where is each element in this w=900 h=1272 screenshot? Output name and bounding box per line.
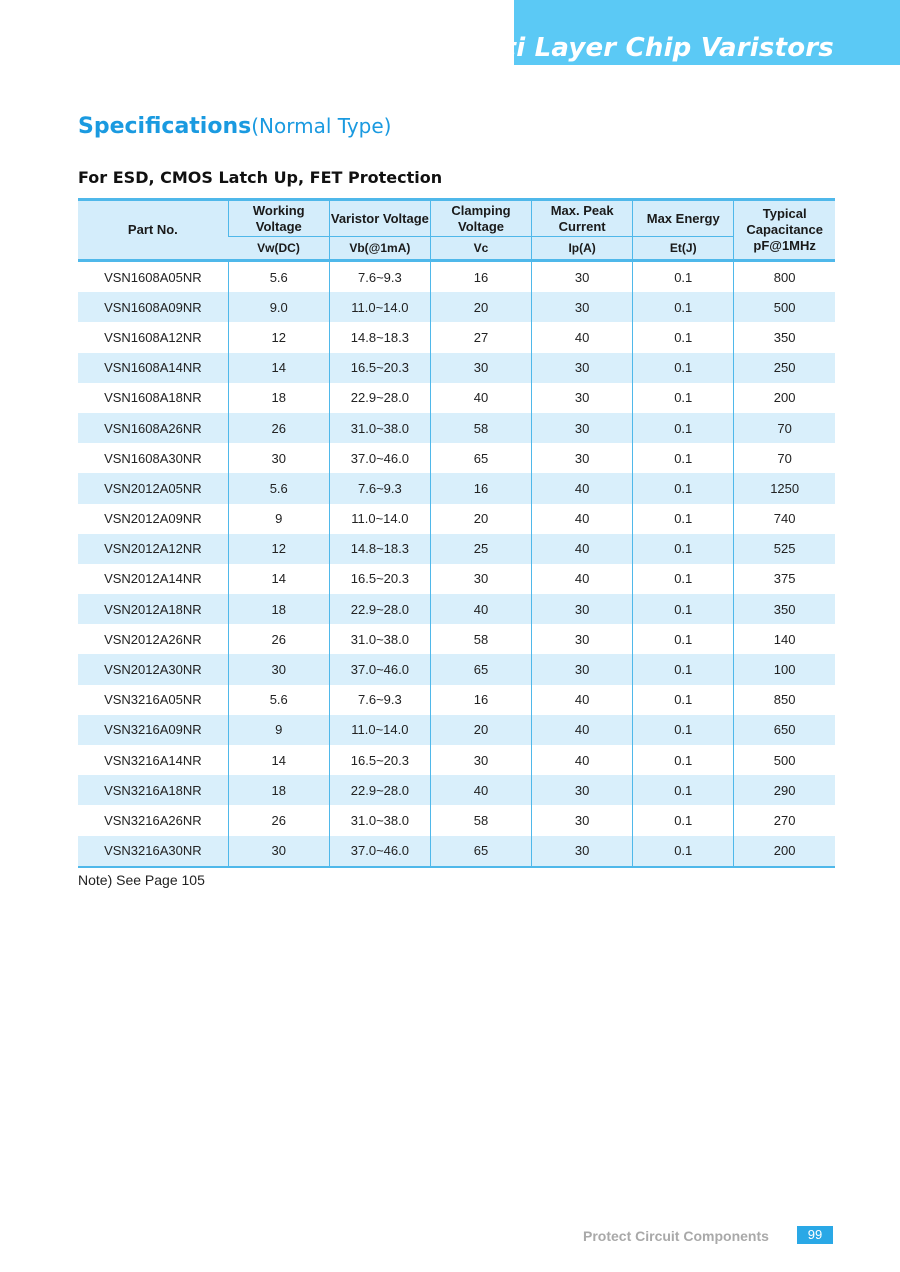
clamping-voltage-cell: 65: [430, 443, 531, 473]
capacitance-cell: 375: [734, 564, 835, 594]
section-heading: [78, 114, 391, 139]
part-no-cell: VSN2012A26NR: [104, 631, 202, 647]
capacitance-cell: 290: [734, 775, 835, 805]
peak-current-cell: 30: [532, 443, 633, 473]
capacitance-cell: 500: [734, 745, 835, 775]
varistor-voltage-cell: 16.5~20.3: [329, 564, 430, 594]
clamping-voltage-cell: 40: [430, 594, 531, 624]
unit-working-voltage: Vw(DC): [228, 237, 329, 261]
table-row: [78, 443, 835, 473]
header-clamping-voltage: Clamping Voltage: [430, 200, 531, 237]
varistor-voltage-cell: 7.6~9.3: [329, 685, 430, 715]
varistor-voltage-cell: 31.0~38.0: [329, 805, 430, 835]
clamping-voltage-cell: 58: [430, 805, 531, 835]
energy-cell: 0.1: [633, 353, 734, 383]
header-typical-capacitance: [734, 200, 835, 261]
varistor-voltage-cell: 22.9~28.0: [329, 775, 430, 805]
capacitance-cell: 1250: [734, 473, 835, 503]
varistor-voltage-cell: 11.0~14.0: [329, 504, 430, 534]
working-voltage-cell: 5.6: [228, 473, 329, 503]
capacitance-cell: 650: [734, 715, 835, 745]
part-no-cell: VSN2012A30NR: [78, 654, 228, 684]
peak-current-cell: 30: [532, 292, 633, 322]
peak-current-cell: 30: [532, 261, 633, 293]
header-banner: [449, 0, 900, 65]
clamping-voltage-cell: 65: [430, 836, 531, 867]
clamping-voltage-cell: 30: [430, 353, 531, 383]
table-row: [78, 322, 835, 352]
energy-cell: 0.1: [633, 443, 734, 473]
varistor-voltage-cell: 14.8~18.3: [329, 534, 430, 564]
energy-cell: 0.1: [633, 624, 734, 654]
part-no-cell: VSN3216A26NR: [104, 812, 202, 828]
clamping-voltage-cell: 16: [430, 473, 531, 503]
part-no-cell: VSN1608A14NR: [78, 353, 228, 383]
header-part-no: Part No.: [78, 200, 228, 261]
capacitance-cell: 850: [734, 685, 835, 715]
capacitance-cell: 70: [734, 413, 835, 443]
part-no-cell: VSN1608A12NR: [104, 329, 202, 345]
clamping-voltage-cell: 20: [430, 292, 531, 322]
energy-cell: 0.1: [633, 473, 734, 503]
unit-max-peak-current: Ip(A): [532, 237, 633, 261]
varistor-voltage-cell: 22.9~28.0: [329, 383, 430, 413]
part-no-cell: VSN2012A18NR: [78, 594, 228, 624]
table-row: [78, 564, 835, 594]
peak-current-cell: 30: [532, 383, 633, 413]
varistor-voltage-cell: 31.0~38.0: [329, 413, 430, 443]
capacitance-cell: 100: [734, 654, 835, 684]
spec-table-body: [78, 261, 835, 867]
capacitance-cell: 800: [734, 261, 835, 293]
varistor-voltage-cell: 31.0~38.0: [329, 624, 430, 654]
working-voltage-cell: 30: [228, 443, 329, 473]
spec-table: [78, 198, 835, 868]
part-no-cell: VSN2012A12NR: [78, 534, 228, 564]
energy-cell: 0.1: [633, 564, 734, 594]
working-voltage-cell: 18: [228, 775, 329, 805]
peak-current-cell: 30: [532, 594, 633, 624]
subsection-title: For ESD, CMOS Latch Up, FET Protection: [78, 168, 443, 187]
header-cap-label: Typical Capacitance: [746, 206, 823, 237]
clamping-voltage-cell: 40: [430, 383, 531, 413]
varistor-voltage-cell: 37.0~46.0: [329, 654, 430, 684]
capacitance-cell: 200: [734, 836, 835, 867]
varistor-voltage-cell: 16.5~20.3: [329, 353, 430, 383]
capacitance-cell: 500: [734, 292, 835, 322]
peak-current-cell: 40: [532, 473, 633, 503]
peak-current-cell: 30: [532, 654, 633, 684]
peak-current-cell: 40: [532, 715, 633, 745]
table-row: [78, 261, 835, 293]
footer-text: Protect Circuit Components: [583, 1228, 769, 1244]
part-no-cell: VSN2012A14NR: [104, 571, 202, 587]
capacitance-cell: 200: [734, 383, 835, 413]
clamping-voltage-cell: 30: [430, 564, 531, 594]
part-no-cell: VSN1608A30NR: [104, 450, 202, 466]
table-row: [78, 775, 835, 805]
working-voltage-cell: 14: [228, 564, 329, 594]
note-text: Note) See Page 105: [78, 872, 205, 888]
page-number-badge: 99: [797, 1226, 833, 1244]
working-voltage-cell: 5.6: [228, 685, 329, 715]
header-varistor-voltage: Varistor Voltage: [329, 200, 430, 237]
working-voltage-cell: 12: [228, 534, 329, 564]
peak-current-cell: 40: [532, 504, 633, 534]
peak-current-cell: 30: [532, 353, 633, 383]
peak-current-cell: 40: [532, 745, 633, 775]
part-no-cell: VSN3216A30NR: [78, 836, 228, 867]
working-voltage-cell: 30: [228, 836, 329, 867]
peak-current-cell: 40: [532, 685, 633, 715]
peak-current-cell: 40: [532, 564, 633, 594]
varistor-voltage-cell: 7.6~9.3: [329, 473, 430, 503]
varistor-voltage-cell: 37.0~46.0: [329, 443, 430, 473]
clamping-voltage-cell: 16: [430, 685, 531, 715]
table-row: [78, 413, 835, 443]
capacitance-cell: 740: [734, 504, 835, 534]
table-row: [78, 715, 835, 745]
varistor-voltage-cell: 11.0~14.0: [329, 715, 430, 745]
part-no-cell: VSN1608A05NR: [104, 269, 202, 285]
header-working-voltage: Working Voltage: [228, 200, 329, 237]
varistor-voltage-cell: 14.8~18.3: [329, 322, 430, 352]
working-voltage-cell: 18: [228, 594, 329, 624]
varistor-voltage-cell: 11.0~14.0: [329, 292, 430, 322]
energy-cell: 0.1: [633, 594, 734, 624]
working-voltage-cell: 26: [228, 805, 329, 835]
capacitance-cell: 140: [734, 624, 835, 654]
capacitance-cell: 70: [734, 443, 835, 473]
part-no-cell: VSN3216A14NR: [104, 752, 202, 768]
peak-current-cell: 30: [532, 624, 633, 654]
capacitance-cell: 250: [734, 353, 835, 383]
table-row: [78, 534, 835, 564]
clamping-voltage-cell: 58: [430, 413, 531, 443]
table-row: [78, 805, 835, 835]
varistor-voltage-cell: 22.9~28.0: [329, 594, 430, 624]
capacitance-cell: 525: [734, 534, 835, 564]
energy-cell: 0.1: [633, 534, 734, 564]
part-no-cell: VSN2012A05NR: [78, 473, 228, 503]
energy-cell: 0.1: [633, 504, 734, 534]
part-no-cell: VSN1608A09NR: [78, 292, 228, 322]
varistor-voltage-cell: 37.0~46.0: [329, 836, 430, 867]
section-title: Specifications: [78, 114, 252, 139]
clamping-voltage-cell: 58: [430, 624, 531, 654]
working-voltage-cell: 30: [228, 654, 329, 684]
part-no-cell: VSN2012A09NR: [104, 511, 202, 527]
energy-cell: 0.1: [633, 383, 734, 413]
capacitance-cell: 270: [734, 805, 835, 835]
energy-cell: 0.1: [633, 685, 734, 715]
table-row: [78, 624, 835, 654]
capacitance-cell: 350: [734, 594, 835, 624]
working-voltage-cell: 18: [228, 383, 329, 413]
part-no-cell: VSN3216A18NR: [78, 775, 228, 805]
table-row: [78, 745, 835, 775]
varistor-voltage-cell: 7.6~9.3: [329, 261, 430, 293]
working-voltage-cell: 26: [228, 413, 329, 443]
clamping-voltage-cell: 20: [430, 504, 531, 534]
table-row: [78, 504, 835, 534]
capacitance-cell: 350: [734, 322, 835, 352]
energy-cell: 0.1: [633, 715, 734, 745]
table-row: [78, 292, 835, 322]
peak-current-cell: 30: [532, 775, 633, 805]
energy-cell: 0.1: [633, 805, 734, 835]
clamping-voltage-cell: 25: [430, 534, 531, 564]
energy-cell: 0.1: [633, 654, 734, 684]
table-row: [78, 685, 835, 715]
banner-title: Multi Layer Chip Varistors: [449, 33, 834, 63]
header-cap-unit: pF@1MHz: [753, 238, 816, 253]
working-voltage-cell: 5.6: [228, 261, 329, 293]
clamping-voltage-cell: 40: [430, 775, 531, 805]
peak-current-cell: 30: [532, 836, 633, 867]
peak-current-cell: 30: [532, 413, 633, 443]
header-max-peak-current: Max. Peak Current: [532, 200, 633, 237]
clamping-voltage-cell: 20: [430, 715, 531, 745]
table-row: [78, 654, 835, 684]
energy-cell: 0.1: [633, 836, 734, 867]
unit-max-energy: Et(J): [633, 237, 734, 261]
header-max-energy: Max Energy: [633, 200, 734, 237]
table-row: [78, 594, 835, 624]
energy-cell: 0.1: [633, 413, 734, 443]
part-no-cell: VSN3216A05NR: [104, 692, 202, 708]
varistor-voltage-cell: 16.5~20.3: [329, 745, 430, 775]
energy-cell: 0.1: [633, 322, 734, 352]
clamping-voltage-cell: 65: [430, 654, 531, 684]
peak-current-cell: 40: [532, 322, 633, 352]
energy-cell: 0.1: [633, 292, 734, 322]
working-voltage-cell: 9.0: [228, 292, 329, 322]
clamping-voltage-cell: 16: [430, 261, 531, 293]
part-no-cell: VSN1608A26NR: [78, 413, 228, 443]
peak-current-cell: 30: [532, 805, 633, 835]
table-row: [78, 353, 835, 383]
section-subtitle: (Normal Type): [251, 114, 392, 138]
working-voltage-cell: 9: [228, 715, 329, 745]
table-row: [78, 383, 835, 413]
energy-cell: 0.1: [633, 261, 734, 293]
working-voltage-cell: 9: [228, 504, 329, 534]
peak-current-cell: 40: [532, 534, 633, 564]
working-voltage-cell: 14: [228, 745, 329, 775]
working-voltage-cell: 14: [228, 353, 329, 383]
clamping-voltage-cell: 27: [430, 322, 531, 352]
part-no-cell: VSN3216A09NR: [78, 715, 228, 745]
working-voltage-cell: 26: [228, 624, 329, 654]
unit-varistor-voltage: Vb(@1mA): [329, 237, 430, 261]
energy-cell: 0.1: [633, 775, 734, 805]
part-no-cell: VSN1608A18NR: [104, 390, 202, 406]
table-row: [78, 473, 835, 503]
unit-clamping-voltage: Vc: [430, 237, 531, 261]
clamping-voltage-cell: 30: [430, 745, 531, 775]
energy-cell: 0.1: [633, 745, 734, 775]
table-row: [78, 836, 835, 867]
working-voltage-cell: 12: [228, 322, 329, 352]
